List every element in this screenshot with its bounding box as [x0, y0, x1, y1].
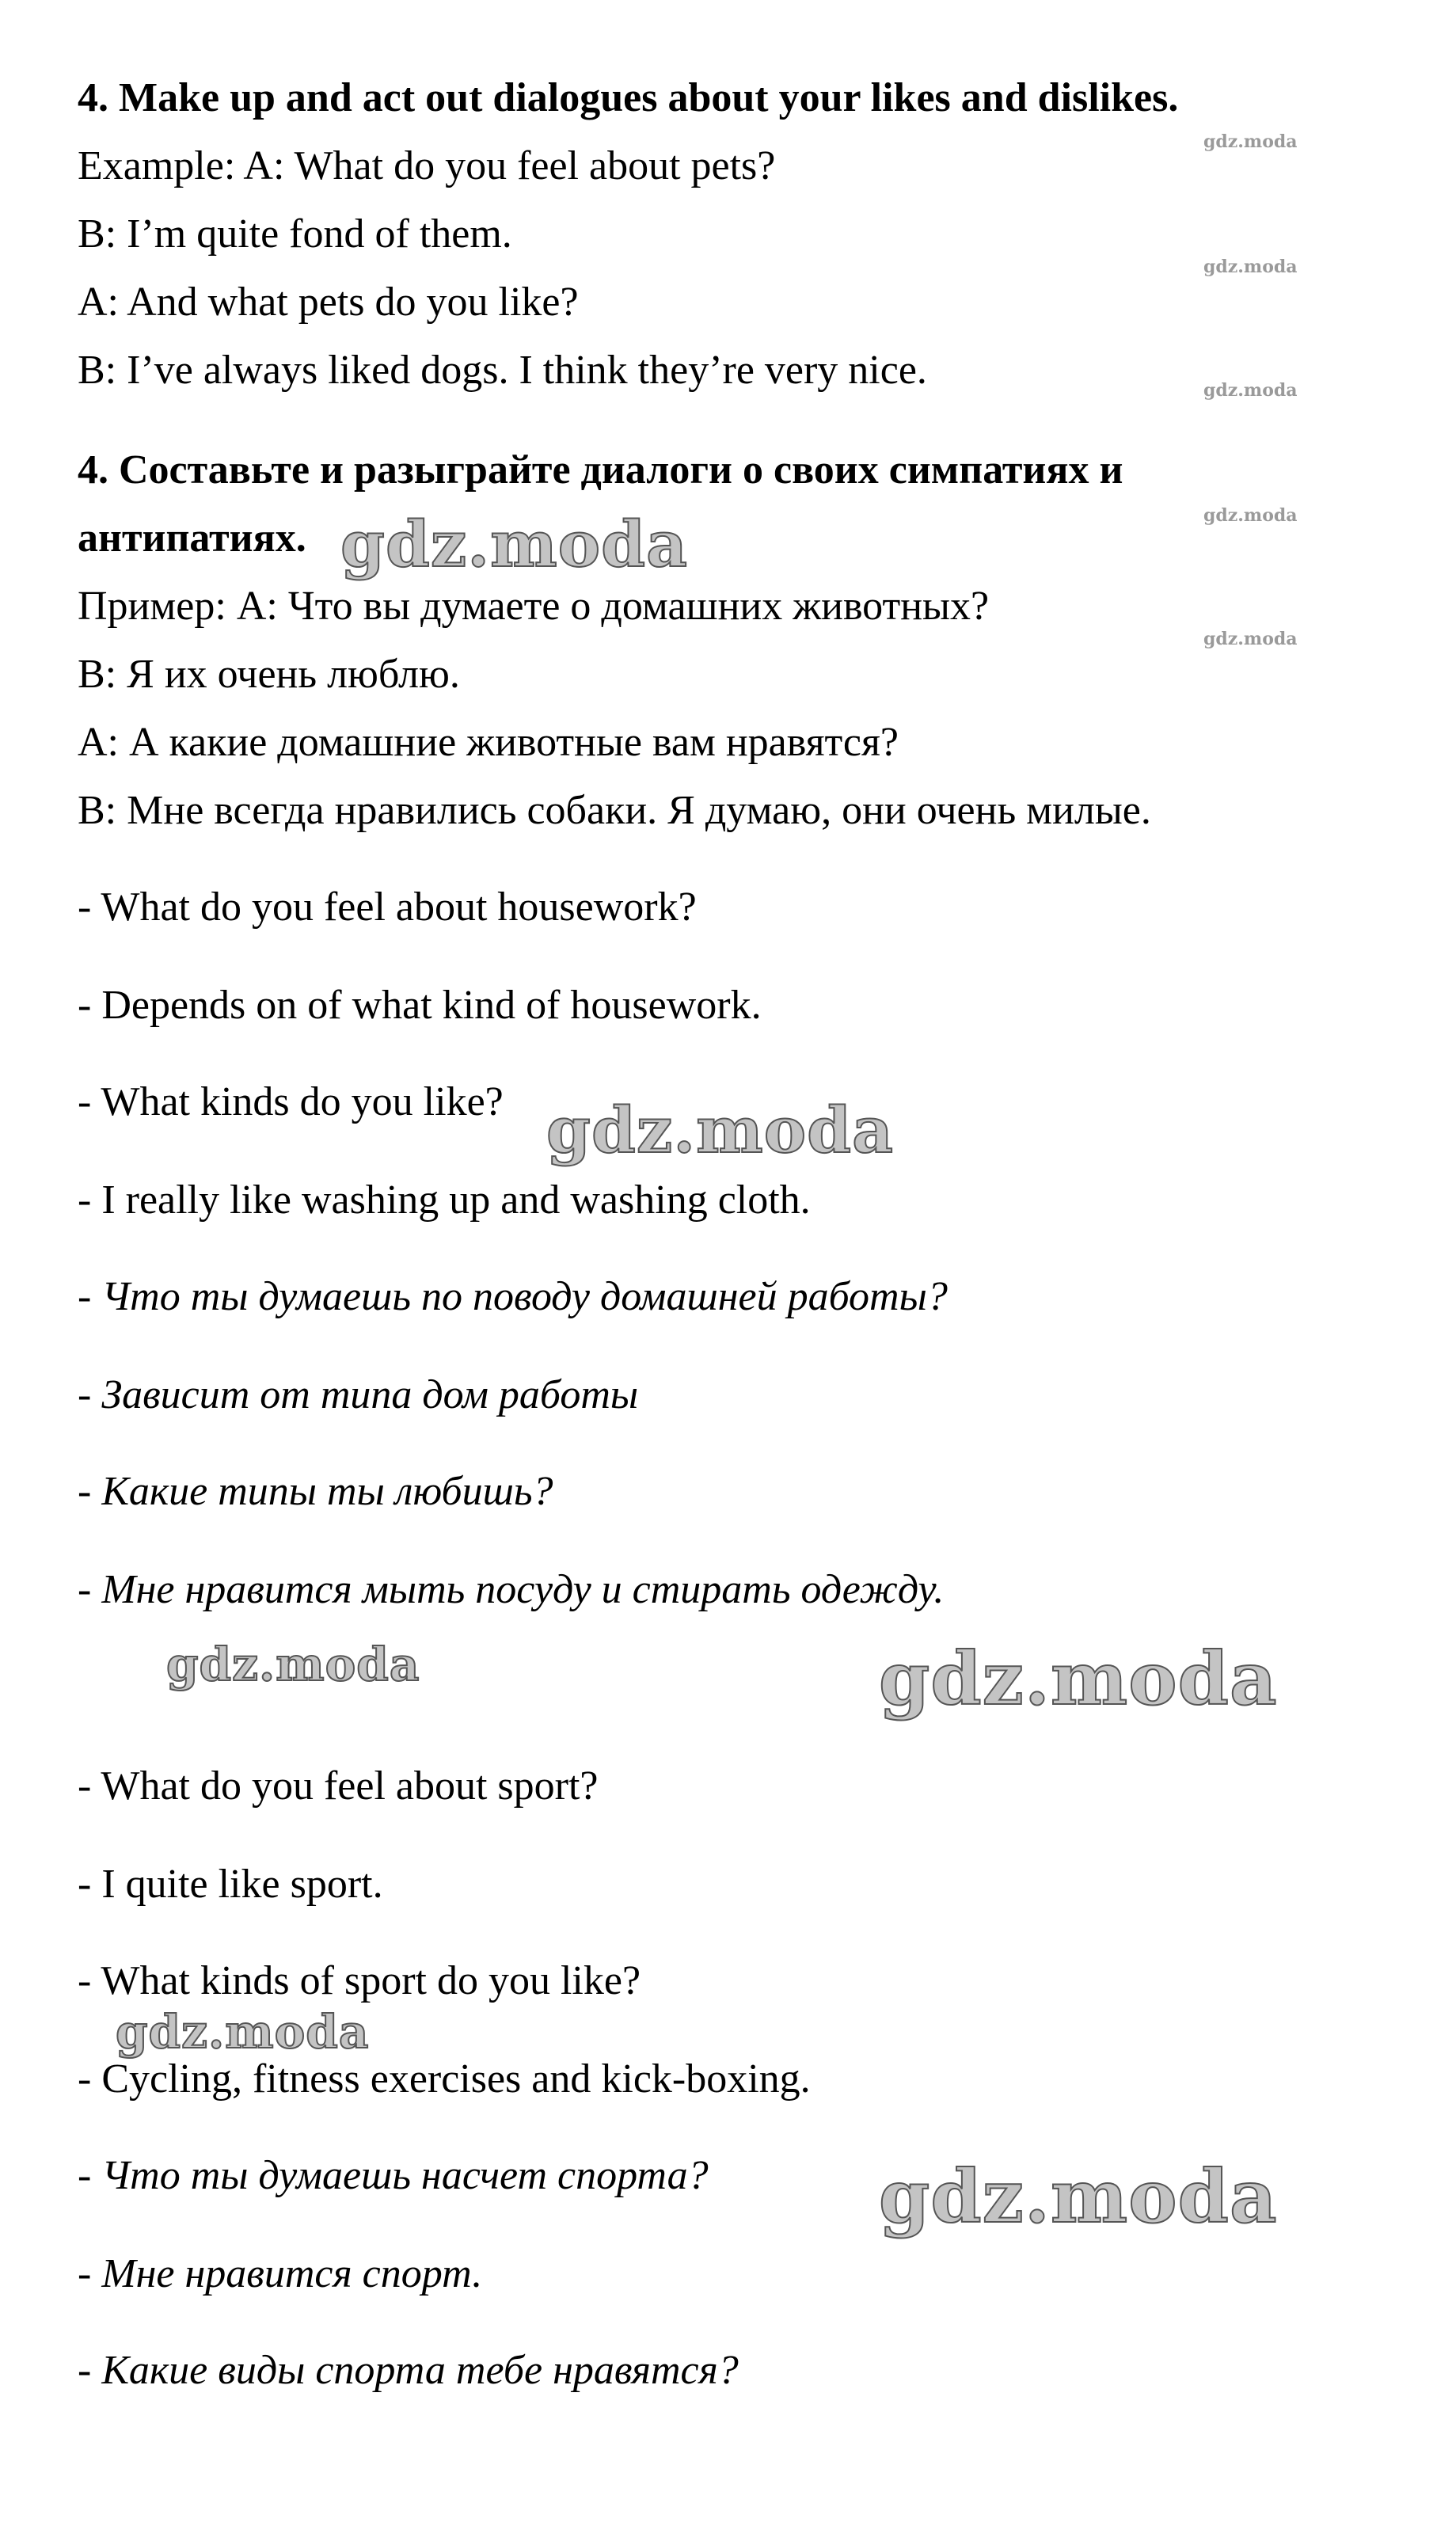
task-heading-english: 4. Make up and act out dialogues about your likes and dislikes.	[78, 75, 1179, 120]
watermark-large: gdz.moda	[340, 507, 688, 581]
dialogue-line: - What do you feel about sport?	[78, 1763, 599, 1809]
task-heading-russian-cont: антипатиях.	[78, 515, 306, 561]
watermark-large: gdz.moda	[116, 2005, 370, 2059]
watermark-small: gdz.moda	[1203, 505, 1298, 526]
watermark-large: gdz.moda	[879, 1636, 1278, 1721]
example-line: Example: A: What do you feel about pets?	[78, 143, 776, 188]
example-line: В: Я их очень люблю.	[78, 652, 460, 697]
example-line: B: I’m quite fond of them.	[78, 211, 512, 257]
watermark-small: gdz.moda	[1203, 257, 1298, 277]
dialogue-line: - What kinds do you like?	[78, 1079, 504, 1124]
example-line: В: Мне всегда нравились собаки. Я думаю, они очень милые.	[78, 788, 1151, 833]
dialogue-line-translation: - Что ты думаешь по поводу домашней работы?	[78, 1274, 948, 1319]
dialogue-line: - Cycling, fitness exercises and kick-boxing.	[78, 2056, 811, 2102]
dialogue-line-translation: - Какие типы ты любишь?	[78, 1469, 553, 1514]
dialogue-line: - What do you feel about housework?	[78, 884, 697, 930]
example-line: B: I’ve always liked dogs. I think they’re very nice.	[78, 348, 927, 393]
dialogue-line: - I quite like sport.	[78, 1862, 383, 1907]
watermark-small: gdz.moda	[1203, 131, 1298, 152]
dialogue-line: - What kinds of sport do you like?	[78, 1958, 641, 2003]
dialogue-line-translation: - Зависит от типа дом работы	[78, 1372, 639, 1417]
dialogue-line: - I really like washing up and washing cloth.	[78, 1177, 811, 1223]
watermark-large: gdz.moda	[546, 1093, 894, 1167]
watermark-small: gdz.moda	[1203, 380, 1298, 401]
watermark-large: gdz.moda	[166, 1638, 420, 1691]
example-line: Пример: А: Что вы думаете о домашних животных?	[78, 584, 990, 629]
example-line: A: And what pets do you like?	[78, 280, 579, 325]
watermark-large: gdz.moda	[879, 2154, 1278, 2239]
dialogue-line-translation: - Что ты думаешь насчет спорта?	[78, 2153, 709, 2198]
example-line: А: А какие домашние животные вам нравятся?	[78, 720, 899, 765]
dialogue-line-translation: - Мне нравится спорт.	[78, 2251, 483, 2296]
dialogue-line-translation: - Мне нравится мыть посуду и стирать одежду.	[78, 1567, 945, 1612]
watermark-small: gdz.moda	[1203, 629, 1298, 649]
dialogue-line-translation: - Какие виды спорта тебе нравятся?	[78, 2348, 739, 2393]
task-heading-russian: 4. Составьте и разыграйте диалоги о своих симпатиях и	[78, 447, 1123, 493]
dialogue-line: - Depends on of what kind of housework.	[78, 983, 762, 1028]
